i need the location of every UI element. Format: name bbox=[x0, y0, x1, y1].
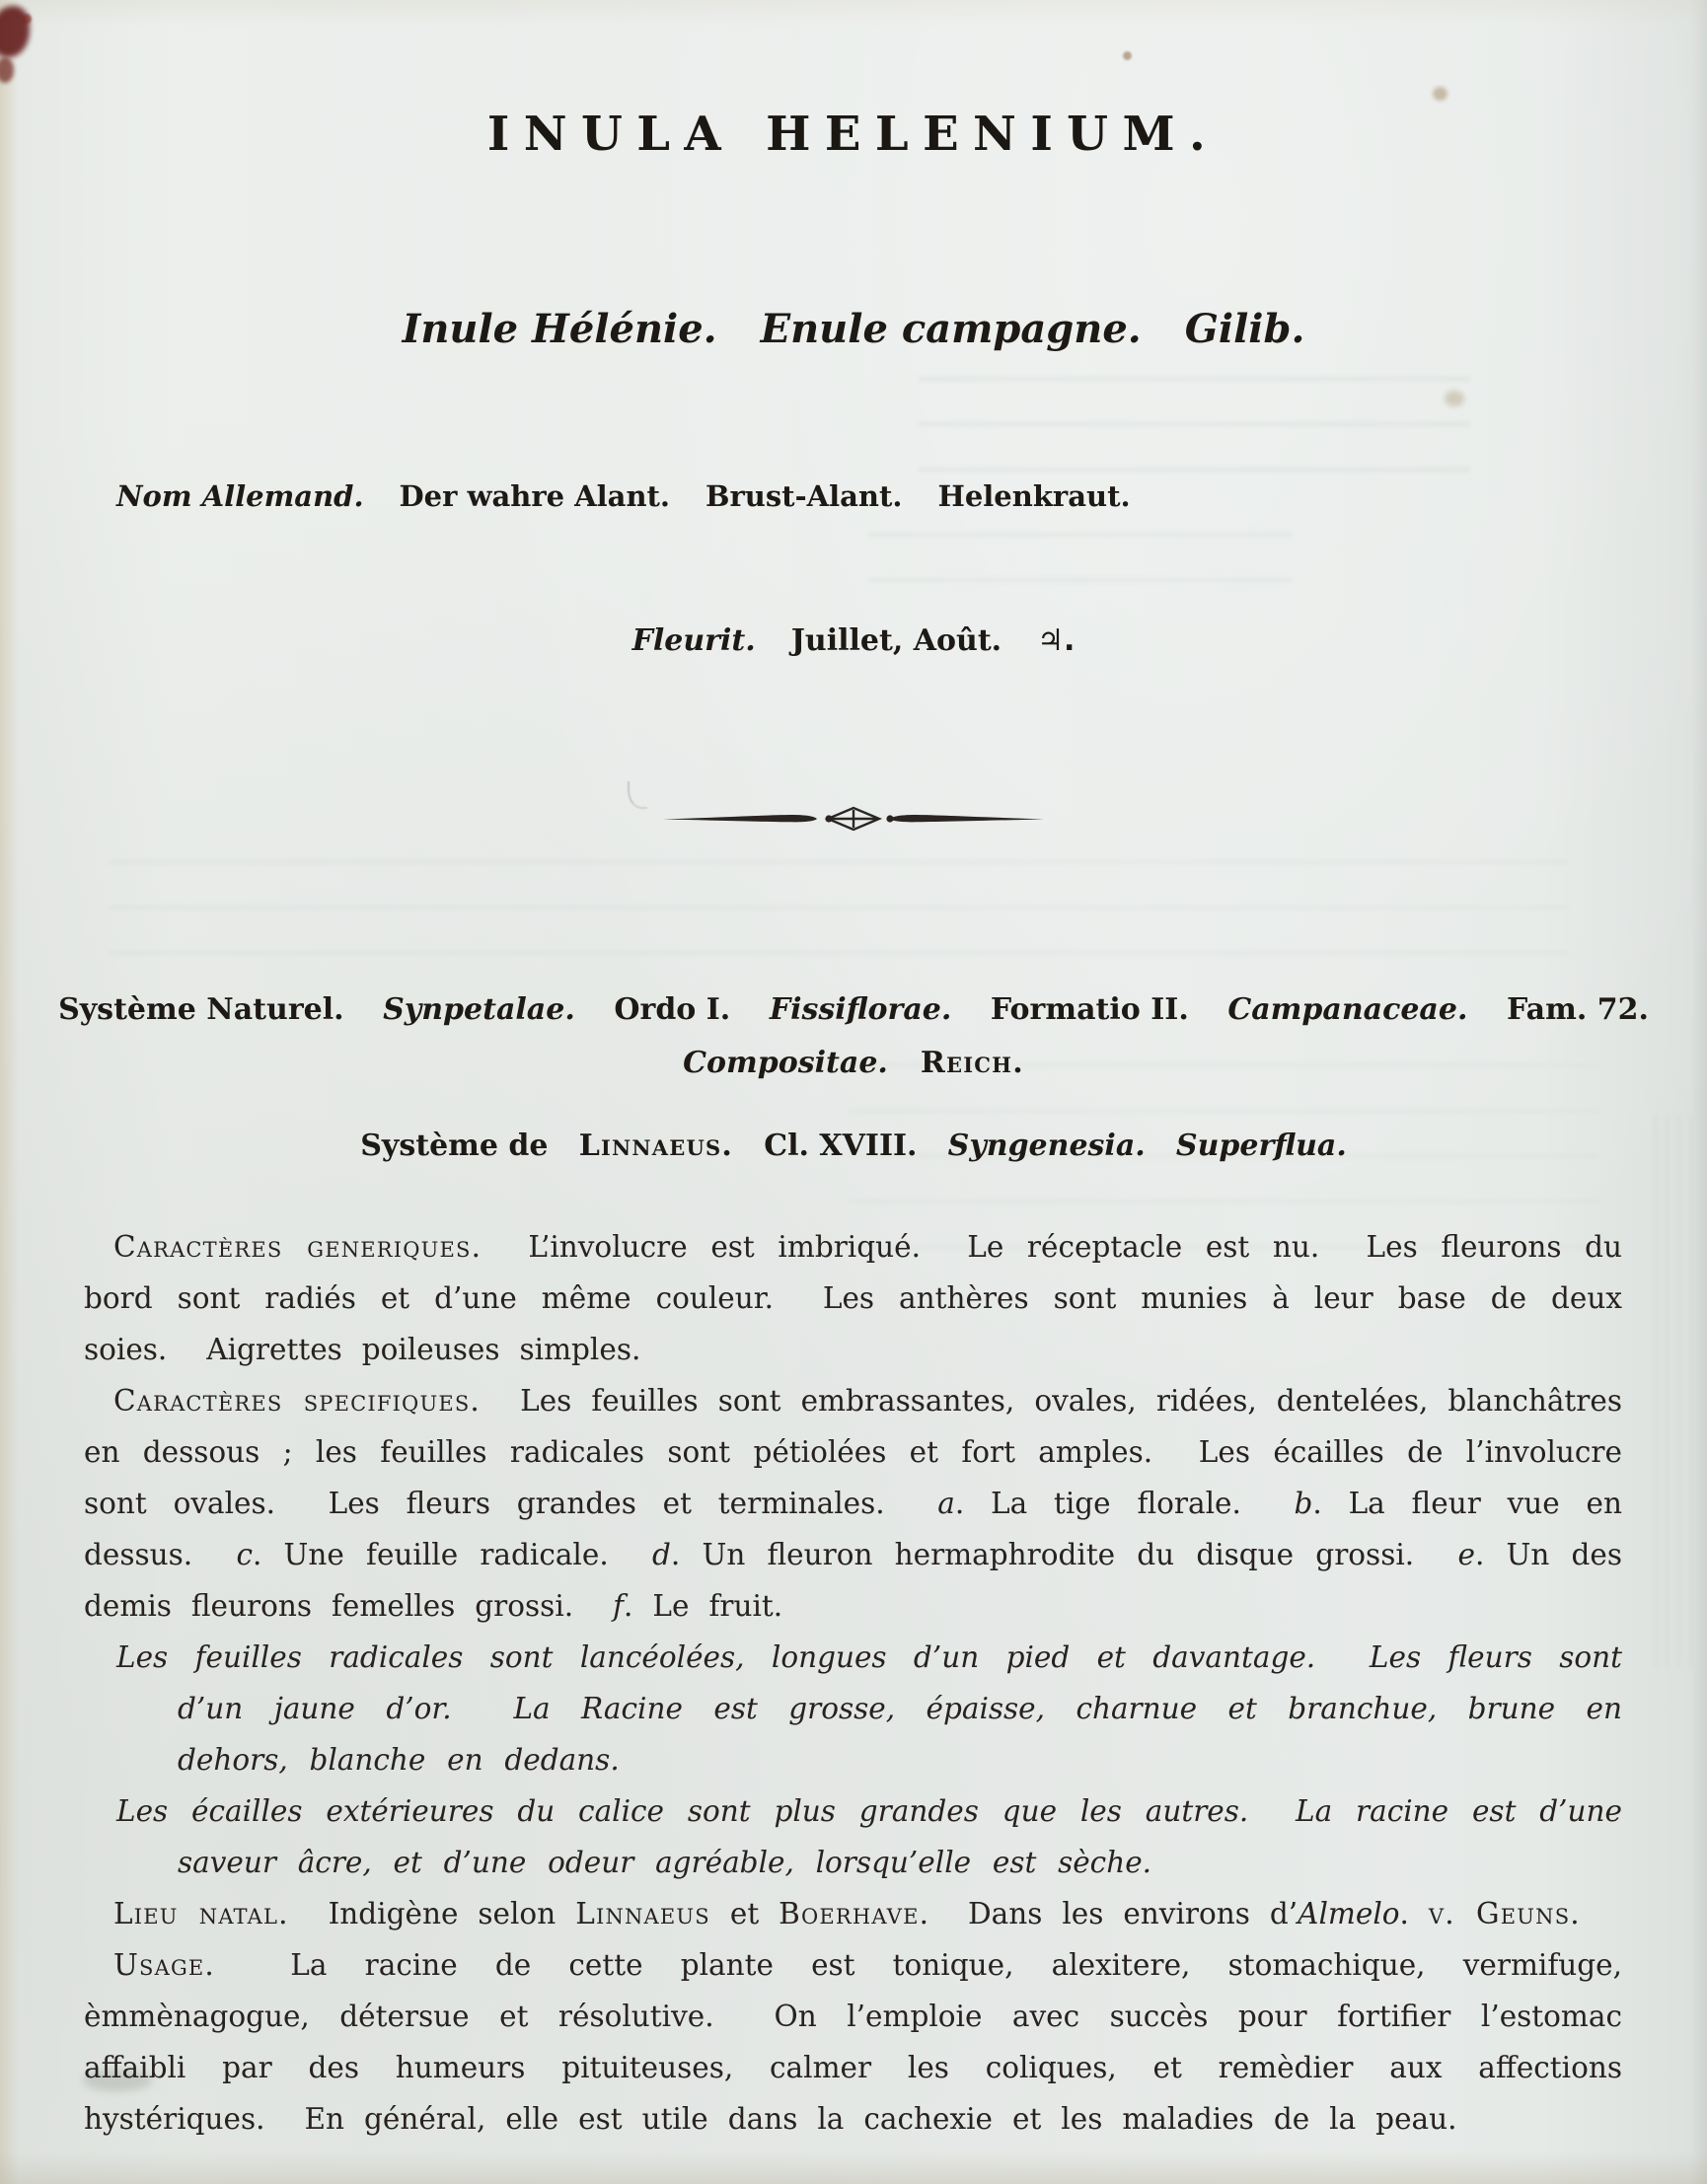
paragraph-description-italic-1 bbox=[84, 1632, 1644, 1785]
text-run: Gilib. bbox=[1184, 306, 1305, 352]
text-run: Boerhave bbox=[779, 1897, 920, 1930]
text-run: Der wahre Alant. bbox=[399, 479, 671, 513]
text-run: Cl. XVIII. bbox=[764, 1128, 918, 1163]
corner-stain-dot bbox=[22, 14, 32, 24]
text-run: Linnaeus bbox=[575, 1897, 710, 1930]
bleed-through-text bbox=[918, 377, 1470, 472]
text-run: Brust-Alant. bbox=[705, 479, 903, 513]
paper-speck bbox=[1123, 51, 1132, 60]
flowering-period-line bbox=[0, 623, 1707, 658]
text-run: . La fleur vue en dessus. bbox=[84, 1487, 1642, 1571]
body-text bbox=[84, 1221, 1644, 2145]
text-run: Juillet, Août. bbox=[790, 623, 1002, 658]
text-run: Reich. bbox=[920, 1046, 1024, 1080]
paper-speck bbox=[1433, 87, 1447, 101]
text-run: Fam. 72. bbox=[1507, 992, 1649, 1027]
paragraph-usage bbox=[84, 1939, 1642, 2145]
text-run: . bbox=[1570, 1897, 1580, 1930]
text-run: Indigène selon bbox=[288, 1897, 576, 1930]
text-run: Superflua. bbox=[1175, 1128, 1347, 1163]
text-run: Enule campagne. bbox=[760, 306, 1142, 352]
text-run: Système Naturel. bbox=[58, 992, 344, 1027]
french-common-names bbox=[0, 306, 1707, 352]
text-run: d bbox=[652, 1538, 671, 1571]
text-run: Linnaeus. bbox=[578, 1128, 734, 1163]
bleed-through-text bbox=[109, 860, 1569, 959]
text-run: Compositae. bbox=[683, 1046, 888, 1080]
text-run: . Le fruit. bbox=[624, 1589, 783, 1623]
text-run: Les feuilles sont embrassantes, ovales, ridées, dentelées, blanchâtres en dessous ; les feuilles radicales sont pétiolées et fort amples. Les écailles de l’involucre sont ovales. Les fleurs grandes et terminales. bbox=[84, 1384, 1642, 1520]
text-run: Caractères generiques. bbox=[113, 1230, 482, 1264]
text-run: Système de bbox=[360, 1128, 549, 1163]
bleed-through-text bbox=[1654, 1115, 1695, 1667]
text-run: b bbox=[1294, 1487, 1313, 1520]
text-run: Nom Allemand. bbox=[116, 479, 364, 513]
text-run: et bbox=[709, 1897, 779, 1930]
text-run: . La tige florale. bbox=[954, 1487, 1295, 1520]
text-run: c bbox=[236, 1538, 253, 1571]
divider-rule-diamond-icon bbox=[661, 801, 1046, 837]
bleed-through-text bbox=[868, 533, 1293, 590]
ornamental-divider bbox=[0, 801, 1707, 840]
text-run: Les écailles extérieures du calice sont plus grandes que les autres. La racine est d’une saveur âcre, et d’une odeur agréable, lorsqu’elle est sèche. bbox=[116, 1794, 1644, 1879]
text-run: ♃. bbox=[1037, 623, 1076, 658]
text-run: . Un des demis fleurons femelles grossi. bbox=[84, 1538, 1642, 1623]
text-run: Campanaceae. bbox=[1227, 992, 1468, 1027]
natural-system-line-1 bbox=[0, 992, 1707, 1027]
text-run: Fleurit. bbox=[631, 623, 756, 658]
text-run: Syngenesia. bbox=[947, 1128, 1146, 1163]
text-run: v. Geuns bbox=[1428, 1897, 1571, 1930]
linnaean-system-line bbox=[0, 1128, 1707, 1163]
text-run: . Une feuille radicale. bbox=[253, 1538, 653, 1571]
text-run: Fissiflorae. bbox=[769, 992, 952, 1027]
text-run: Usage. bbox=[113, 1948, 215, 1982]
page-title: INULA HELENIUM. bbox=[486, 107, 1221, 162]
text-run: . Dans les environs d’ bbox=[919, 1897, 1299, 1930]
text-run: . bbox=[1399, 1897, 1429, 1930]
text-run: Caractères specifiques. bbox=[113, 1384, 481, 1418]
corner-stain-small bbox=[0, 57, 14, 83]
text-run: . Un fleuron hermaphrodite du disque grossi. bbox=[670, 1538, 1458, 1571]
text-run: Ordo I. bbox=[614, 992, 731, 1027]
paragraph-habitat bbox=[84, 1888, 1622, 1939]
paper-speck bbox=[1445, 391, 1464, 406]
text-run: L’involucre est imbriqué. Le réceptacle est nu. Les fleurons du bord sont radiés et d’une même couleur. Les anthères sont munies à leur base de deux soies. Aigrettes poileuses simples. bbox=[84, 1230, 1643, 1366]
text-run: Helenkraut. bbox=[937, 479, 1131, 513]
text-run: a bbox=[937, 1487, 955, 1520]
paragraph-generic-characters bbox=[84, 1221, 1643, 1375]
text-run: Almelo bbox=[1298, 1897, 1400, 1930]
german-names-line bbox=[116, 479, 1149, 513]
text-run: Synpetalae. bbox=[383, 992, 575, 1027]
paragraph-specific-characters bbox=[84, 1375, 1642, 1632]
text-run: Les feuilles radicales sont lancéolées, longues d’un pied et davantage. Les fleurs sont d’un jaune d’or. La Racine est grosse, épaisse, charnue et branchue, brune en dehors, blanche en dedans. bbox=[116, 1640, 1644, 1777]
text-run: Lieu natal. bbox=[113, 1897, 289, 1930]
text-run: f bbox=[613, 1589, 625, 1623]
natural-system-line-2 bbox=[0, 1046, 1707, 1080]
paragraph-description-italic-2 bbox=[84, 1785, 1644, 1888]
text-run: Inule Hélénie. bbox=[402, 306, 717, 352]
text-run: La racine de cette plante est tonique, alexitere, stomachique, vermifuge, èmmènagogue, détersue et résolutive. On l’emploie avec succès pour fortifier l’estomac affaibli par des humeurs pituiteuses, calmer les coliques, et remèdier aux affections hystériques. En général, elle est utile dans la cachexie et les maladies de la peau. bbox=[84, 1948, 1642, 2136]
corner-stain bbox=[0, 6, 30, 57]
text-run: e bbox=[1457, 1538, 1475, 1571]
text-run: Formatio II. bbox=[990, 992, 1189, 1027]
